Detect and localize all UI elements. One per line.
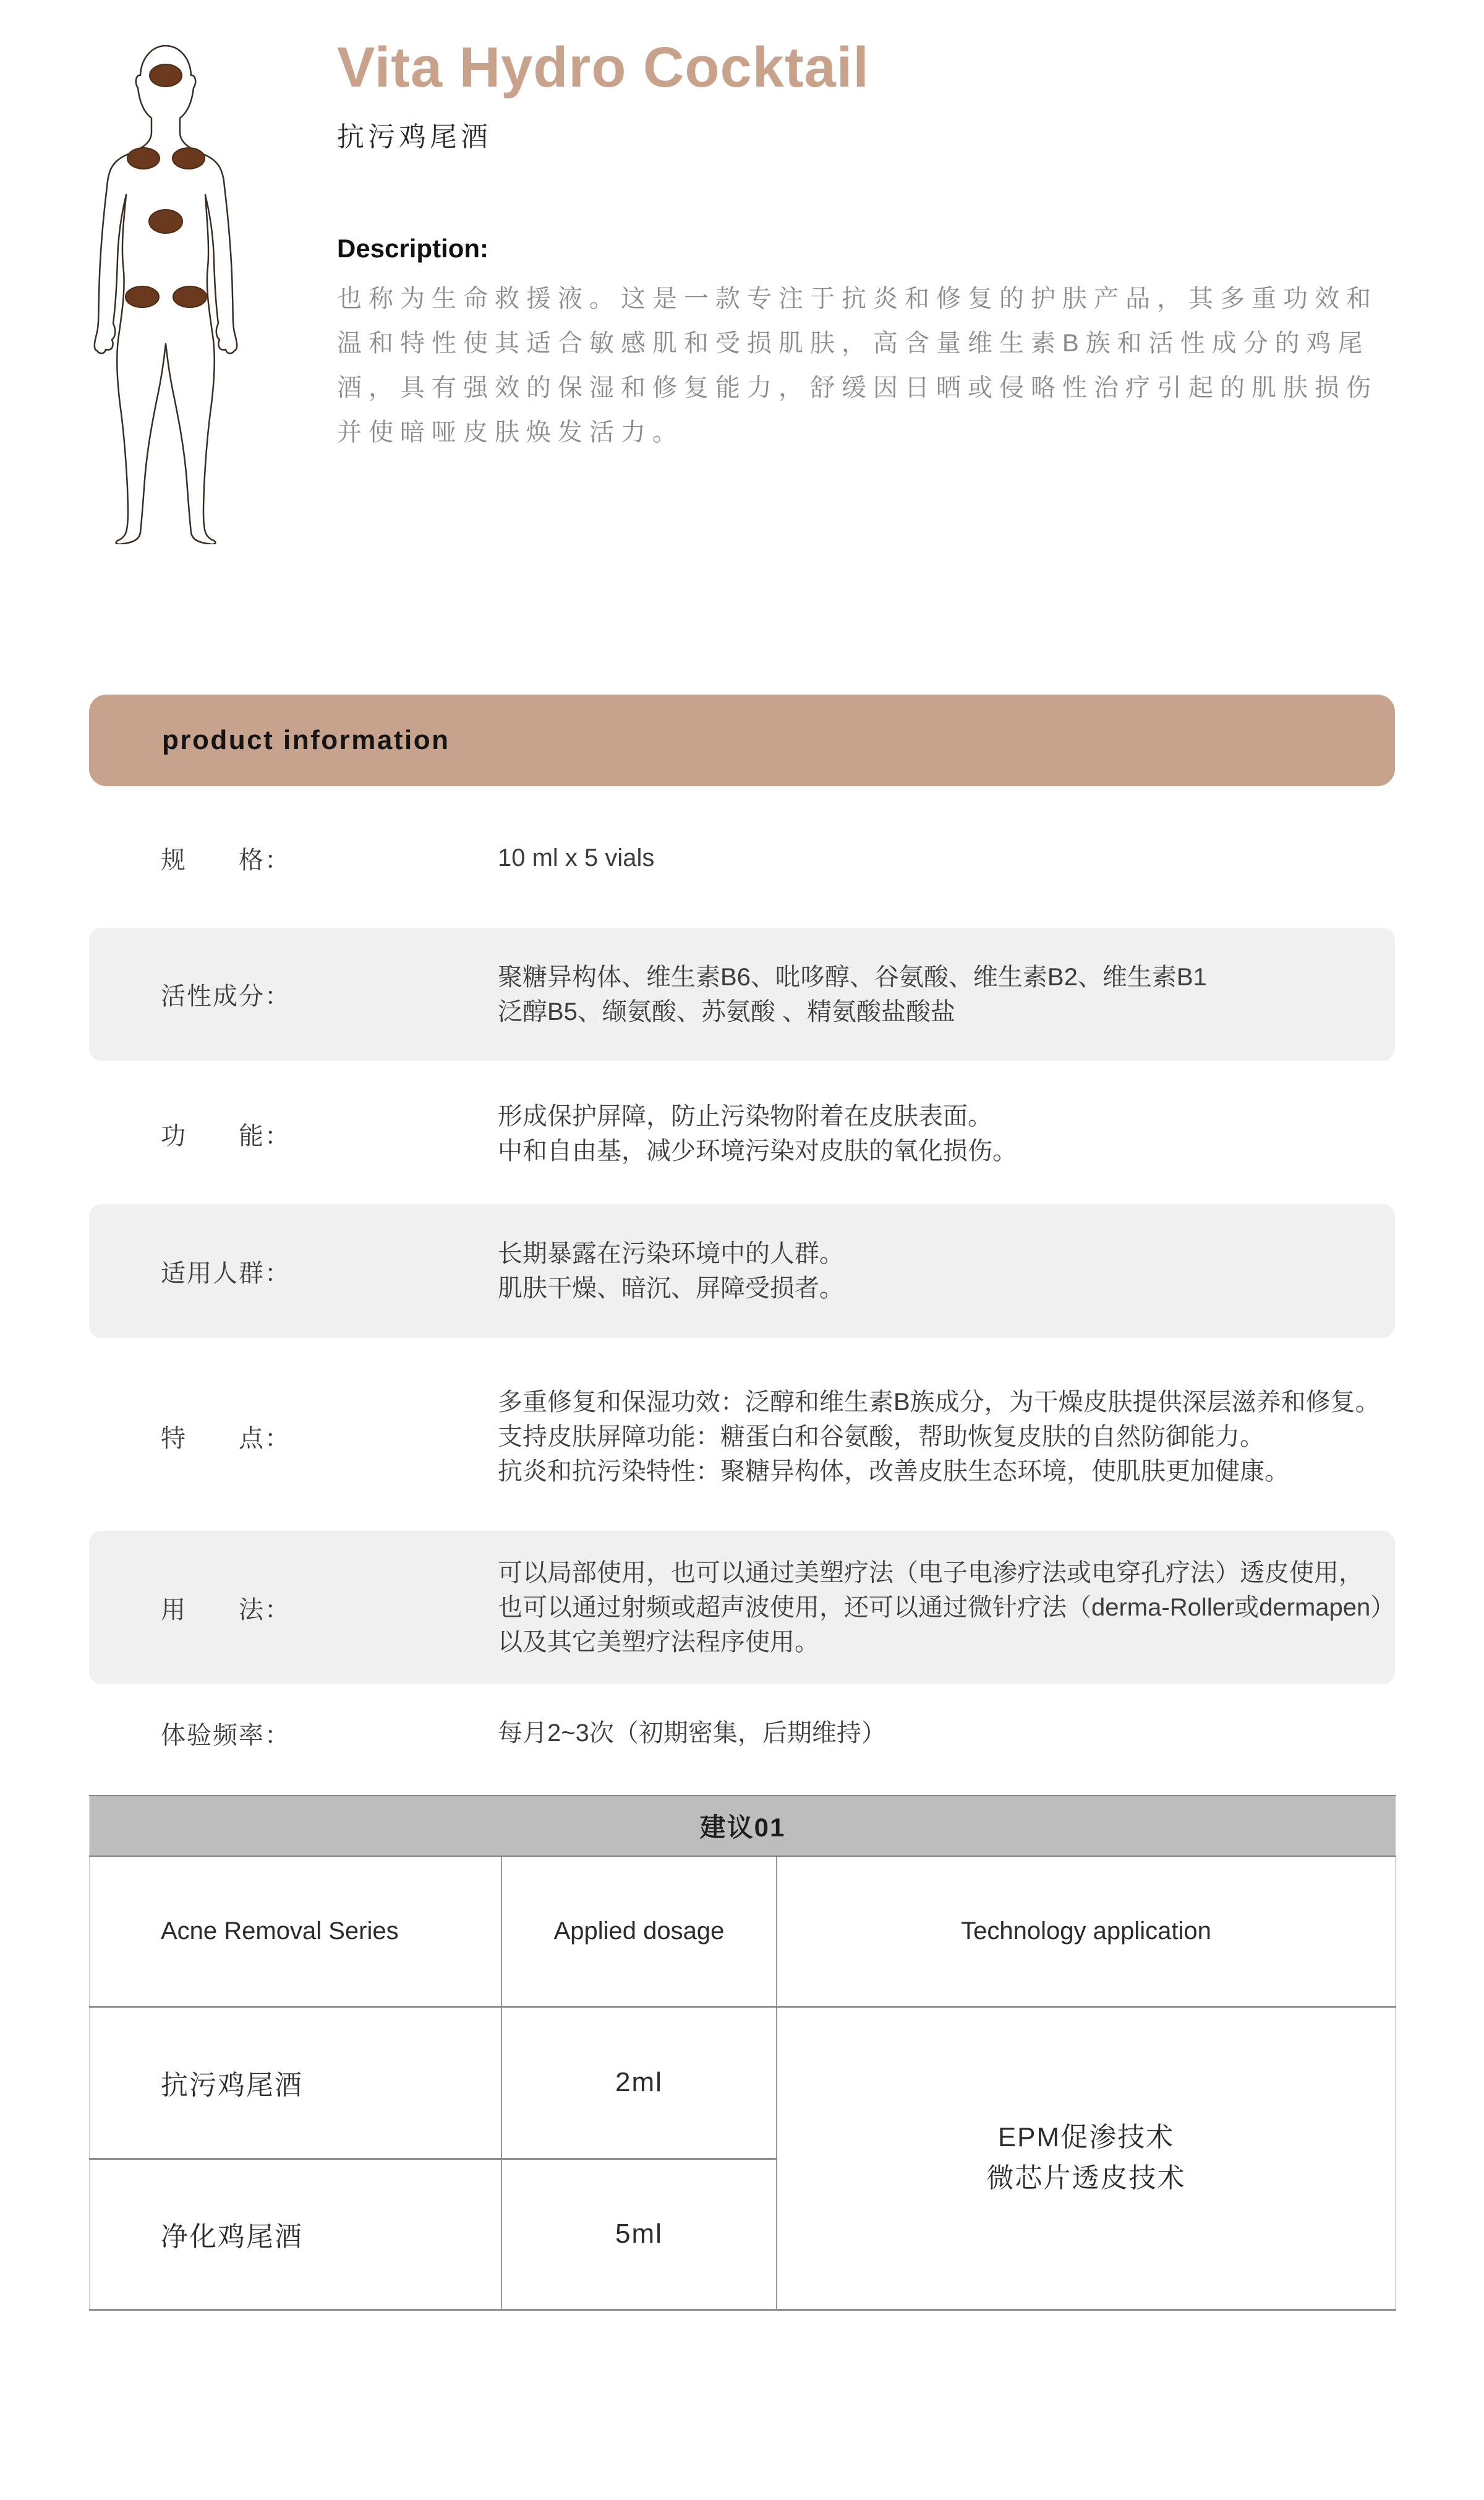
col-header-dosage: Applied dosage: [501, 1856, 777, 2006]
treatment-dot: [173, 286, 207, 307]
description-line: 也称为生命救援液。这是一款专注于抗炎和修复的护肤产品，其多重功效和: [337, 285, 1378, 312]
spec-row-features: [89, 1373, 1395, 1500]
spec-line: 泛醇B5、缬氨酸、苏氨酸 、精氨酸盐酸盐: [498, 998, 956, 1025]
description-heading: Description:: [337, 234, 489, 263]
spec-line: 肌肤干燥、暗沉、屏障受损者。: [498, 1275, 844, 1302]
spec-line: 形成保护屏障，防止污染物附着在皮肤表面。: [498, 1103, 992, 1130]
spec-row-usage: [89, 1531, 1395, 1684]
spec-line: 聚糖异构体、维生素B6、吡哆醇、谷氨酸、维生素B2、维生素B1: [498, 963, 1207, 991]
table-header-row: [90, 1856, 1396, 2006]
spec-label: 活性成分：: [161, 983, 291, 1010]
treatment-dot: [173, 148, 205, 169]
description-line: 温和特性使其适合敏感肌和受损肌肤，高含量维生素B族和活性成分的鸡尾: [337, 330, 1370, 357]
spec-row-frequency: [89, 1691, 1395, 1775]
spec-label: 功 能：: [161, 1122, 291, 1150]
spec-line: 10 ml x 5 vials: [498, 844, 655, 871]
spec-value: [498, 1236, 1376, 1306]
treatment-dot: [149, 210, 182, 233]
banner-label: product information: [162, 725, 450, 755]
spec-line: 多重修复和保湿功效：泛醇和维生素B族成分，为干燥皮肤提供深层滋养和修复。: [498, 1388, 1380, 1416]
spec-label: 用 法：: [161, 1596, 291, 1624]
spec-line: 也可以通过射频或超声波使用，还可以通过微针疗法（derma-Roller或dermapen）: [498, 1594, 1396, 1621]
spec-line: 可以局部使用，也可以通过美塑疗法（电子电渗疗法或电穿孔疗法）透皮使用，: [498, 1559, 1363, 1586]
table-band-row: [90, 1796, 1396, 1856]
technology-line: EPM促渗技术: [997, 2122, 1175, 2152]
spec-value: [498, 1099, 1376, 1168]
spec-value: [498, 1716, 1376, 1750]
spec-label: 适用人群：: [161, 1259, 291, 1287]
col-header-series: Acne Removal Series: [90, 1856, 501, 2006]
table-band-title: 建议01: [90, 1796, 1396, 1856]
spec-value: [498, 841, 1376, 875]
treatment-dot: [126, 286, 159, 307]
cell-dosage: 5ml: [501, 2159, 777, 2310]
spec-label: 体验频率：: [161, 1721, 291, 1749]
recommendation-table: [89, 1795, 1396, 2311]
spec-row-function: [89, 1078, 1395, 1189]
page-subtitle: 抗污鸡尾酒: [337, 122, 492, 152]
description-body: [337, 276, 1438, 455]
table-row: [90, 2006, 1396, 2159]
spec-row-target-users: [89, 1204, 1395, 1338]
page-title: Vita Hydro Cocktail: [337, 36, 869, 99]
description-line: 并使暗哑皮肤焕发活力。: [337, 419, 684, 446]
spec-line: 中和自由基，减少环境污染对皮肤的氧化损伤。: [498, 1137, 1017, 1165]
spec-row-active-ingredients: [89, 928, 1395, 1061]
spec-value: [498, 960, 1376, 1029]
body-outline-icon: [95, 46, 237, 544]
cell-series: 抗污鸡尾酒: [90, 2006, 501, 2159]
spec-line: 每月2~3次（初期密集，后期维持）: [498, 1719, 886, 1747]
technology-line: 微芯片透皮技术: [986, 2163, 1186, 2193]
spec-line: 抗炎和抗污染特性：聚糖异构体，改善皮肤生态环境，使肌肤更加健康。: [498, 1457, 1289, 1485]
spec-line: 支持皮肤屏障功能：糖蛋白和谷氨酸，帮助恢复皮肤的自然防御能力。: [498, 1423, 1264, 1450]
description-line: 酒，具有强效的保湿和修复能力，舒缓因日晒或侵略性治疗引起的肌肤损伤: [337, 374, 1378, 401]
col-header-technology: Technology application: [777, 1856, 1396, 2006]
treatment-dot: [150, 64, 182, 87]
treatment-dot: [127, 148, 160, 169]
spec-value: [498, 1556, 1396, 1659]
spec-line: 以及其它美塑疗法程序使用。: [498, 1629, 819, 1656]
spec-label: 规 格：: [161, 846, 291, 874]
cell-series: 净化鸡尾酒: [90, 2159, 501, 2310]
spec-value: [498, 1385, 1380, 1489]
product-information-banner: [89, 695, 1395, 786]
cell-technology: [777, 2006, 1396, 2310]
spec-label: 特 点：: [161, 1425, 291, 1452]
cell-dosage: 2ml: [501, 2006, 777, 2159]
spec-row-specification: [89, 816, 1395, 900]
spec-line: 长期暴露在污染环境中的人群。: [498, 1240, 844, 1267]
body-figure: [80, 37, 254, 544]
